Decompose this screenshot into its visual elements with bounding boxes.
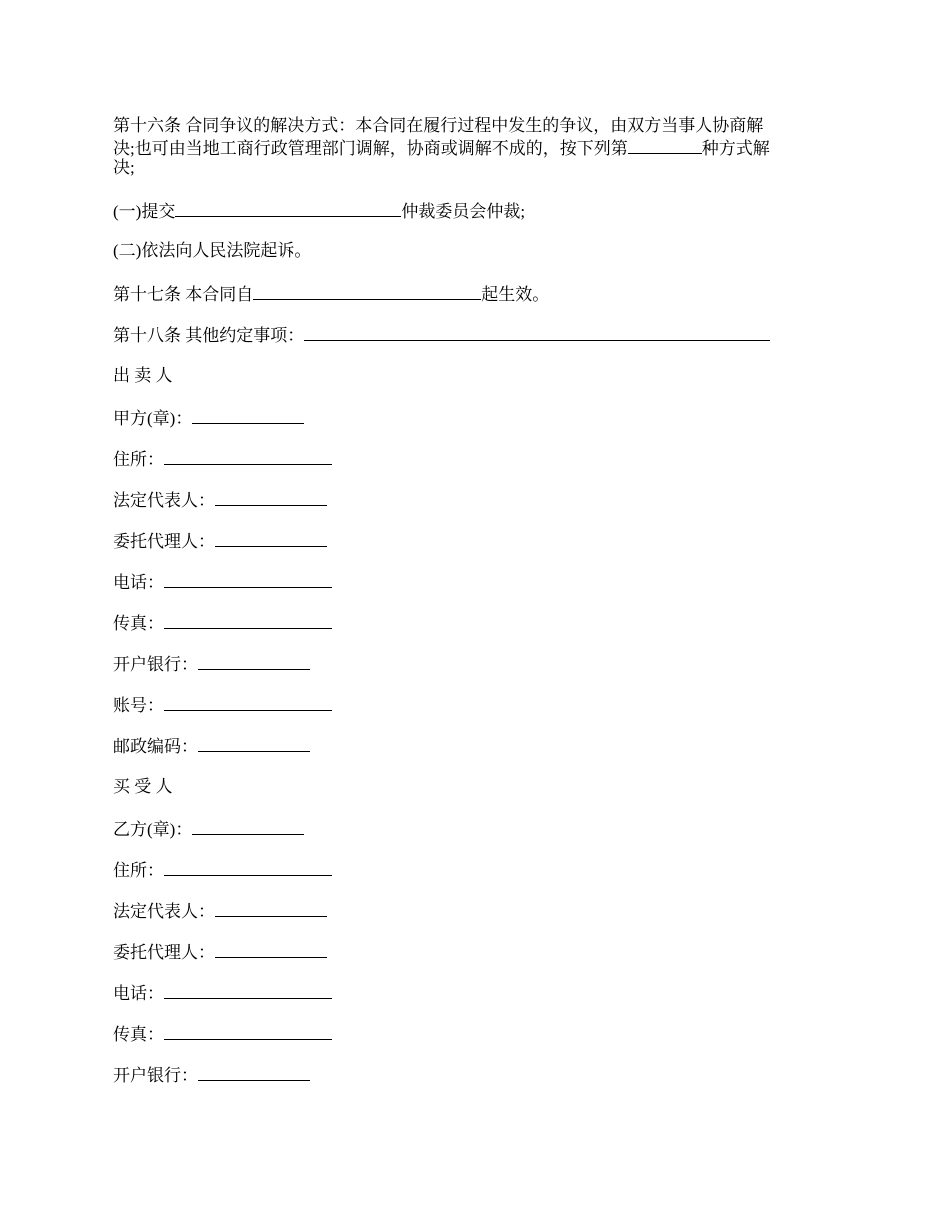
field-blank	[198, 1064, 310, 1081]
article-16-text: 第十六条 合同争议的解决方式：本合同在履行过程中发生的争议，由双方当事人协商解	[113, 116, 764, 135]
field-blank	[215, 530, 327, 547]
field-label: 委托代理人：	[113, 532, 215, 551]
buyer-heading-text: 买 受 人	[113, 777, 173, 796]
field-label: 乙方(章)：	[113, 820, 193, 839]
field-label: 委托代理人：	[113, 943, 215, 962]
seller-field-fax	[113, 612, 833, 634]
buyer-field-legal-rep	[113, 900, 833, 922]
field-label: 账号：	[113, 696, 164, 715]
buyer-field-bank	[113, 1064, 833, 1086]
field-blank	[215, 941, 327, 958]
buyer-field-phone	[113, 982, 833, 1004]
field-label: 开户银行：	[113, 1066, 198, 1085]
article-16-text: 决;	[113, 158, 135, 177]
article-16-line-2	[113, 137, 833, 159]
other-terms-blank	[304, 324, 770, 341]
field-label: 住所：	[113, 861, 164, 880]
field-blank	[215, 900, 327, 917]
option-arbitration-text: 仲裁委员会仲裁;	[401, 202, 526, 221]
article-16-line-3	[113, 158, 833, 178]
field-label: 传真：	[113, 1025, 164, 1044]
field-blank	[164, 694, 332, 711]
article-18-text: 第十八条 其他约定事项：	[113, 326, 305, 345]
field-label: 电话：	[113, 573, 164, 592]
seller-field-bank	[113, 653, 833, 675]
field-blank	[164, 571, 332, 588]
field-blank	[198, 653, 310, 670]
buyer-field-agent	[113, 941, 833, 963]
field-label: 电话：	[113, 984, 164, 1003]
effective-date-blank	[253, 283, 481, 300]
dispute-method-blank	[628, 137, 702, 154]
field-blank	[164, 612, 332, 629]
seller-field-address	[113, 448, 833, 470]
article-18	[113, 324, 833, 346]
seller-field-agent	[113, 530, 833, 552]
option-arbitration	[113, 200, 833, 222]
article-16-line-1	[113, 116, 833, 136]
field-label: 传真：	[113, 614, 164, 633]
field-blank	[192, 818, 304, 835]
seller-heading	[113, 366, 833, 386]
article-17-text: 第十七条 本合同自	[113, 285, 254, 304]
option-court-text: (二)依法向人民法院起诉。	[113, 241, 312, 260]
field-label: 甲方(章)：	[113, 409, 193, 428]
field-blank	[164, 1023, 332, 1040]
field-label: 邮政编码：	[113, 737, 198, 756]
option-court	[113, 241, 833, 261]
article-17-text: 起生效。	[481, 285, 550, 304]
seller-heading-text: 出 卖 人	[113, 366, 173, 385]
seller-field-legal-rep	[113, 489, 833, 511]
seller-field-account	[113, 694, 833, 716]
field-blank	[164, 448, 332, 465]
field-blank	[192, 407, 304, 424]
buyer-field-party-seal	[113, 818, 833, 840]
field-blank	[198, 735, 310, 752]
field-blank	[164, 859, 332, 876]
field-label: 法定代表人：	[113, 491, 215, 510]
seller-field-phone	[113, 571, 833, 593]
buyer-field-fax	[113, 1023, 833, 1045]
field-blank	[215, 489, 327, 506]
article-17	[113, 283, 833, 305]
arbitration-committee-blank	[175, 200, 401, 217]
buyer-heading	[113, 777, 833, 797]
buyer-field-address	[113, 859, 833, 881]
field-blank	[164, 982, 332, 999]
field-label: 住所：	[113, 450, 164, 469]
field-label: 法定代表人：	[113, 902, 215, 921]
seller-field-party-seal	[113, 407, 833, 429]
field-label: 开户银行：	[113, 655, 198, 674]
article-16-text: 决;也可由当地工商行政管理部门调解，协商或调解不成的，按下列第	[113, 139, 628, 158]
seller-field-postcode	[113, 735, 833, 757]
article-16-text: 种方式解	[701, 139, 770, 158]
option-arbitration-text: (一)提交	[113, 202, 176, 221]
